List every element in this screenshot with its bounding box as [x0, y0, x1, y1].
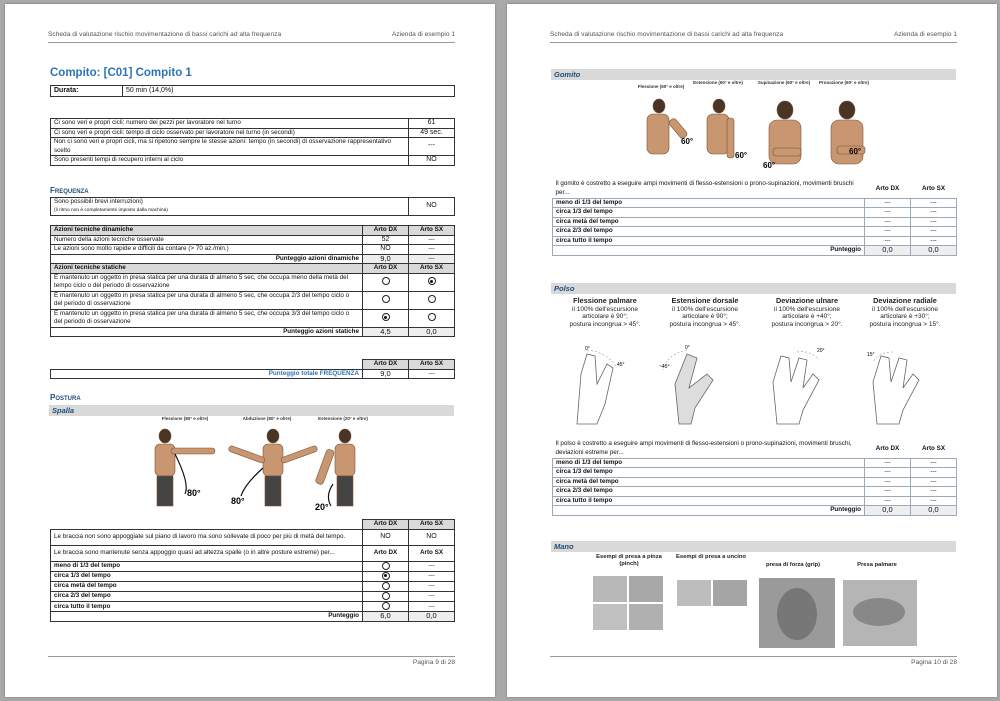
elbow-caption-2: Estensione (60° e oltre) — [693, 80, 743, 85]
wrist-table — [552, 440, 957, 516]
cycles-table — [50, 118, 455, 166]
wrist-sx: --- — [911, 458, 957, 468]
elbow-row-label: circa tutto il tempo — [553, 236, 865, 246]
elbow-dx: --- — [865, 236, 911, 246]
dynamic-score-label: Punteggio azioni dinamiche — [51, 254, 363, 264]
static-sx — [409, 291, 455, 309]
wrist-bar: Polso — [551, 283, 956, 294]
wrist-row-label: circa tutto il tempo — [553, 496, 865, 506]
shoulder-sx: --- — [409, 602, 455, 612]
cycle-value: 61 — [409, 119, 455, 129]
dynamic-row — [51, 235, 455, 245]
actions-table — [50, 225, 455, 337]
shoulder-dx-radio[interactable] — [382, 592, 390, 600]
col-dx: Arto DX — [363, 545, 409, 561]
static-sx-radio[interactable] — [428, 277, 436, 285]
wrist-row-label: circa 2/3 del tempo — [553, 487, 865, 497]
elbow-angle-4: 60° — [849, 147, 862, 156]
cycle-label: Ci sono veri e propri cicli: tempo di ciclo osservato per lavoratore nel turno (in secondi) — [51, 128, 409, 138]
shoulder-sx: --- — [409, 561, 455, 571]
dynamic-heading: Azioni tecniche dinamiche — [51, 226, 363, 236]
static-row — [51, 273, 455, 291]
shoulder-dx — [363, 571, 409, 581]
col-sx: Arto SX — [409, 360, 455, 370]
wrist-caption-l2: articolare è 90°; — [582, 313, 628, 320]
cycle-label: Ci sono veri e propri cicli: numero dei pezzi per lavoratore nel turno — [51, 119, 409, 129]
wrist-caption-l1: il 100% dell'escursione — [672, 305, 738, 313]
shoulder-dx-radio[interactable] — [382, 572, 390, 580]
wrist-dx: --- — [865, 468, 911, 478]
col-sx: Arto SX — [409, 545, 455, 561]
shoulder-row-label: circa metà del tempo — [51, 581, 363, 591]
elbow-row-label: circa metà del tempo — [553, 217, 865, 227]
static-row — [51, 309, 455, 327]
col-dx: Arto DX — [363, 360, 409, 370]
elbow-row — [553, 217, 957, 227]
shoulder-dx — [363, 592, 409, 602]
wrist-dx: --- — [865, 487, 911, 497]
wrist-sx: --- — [911, 468, 957, 478]
static-sx — [409, 309, 455, 327]
elbow-illustrations — [637, 96, 877, 176]
elbow-score-dx: 0,0 — [865, 246, 911, 256]
col-sx: Arto SX — [409, 520, 455, 530]
wrist-row — [553, 477, 957, 487]
shoulder-table — [50, 519, 455, 622]
wrist-row — [553, 496, 957, 506]
dynamic-row — [51, 245, 455, 255]
duration-value: 50 min (14,0%) — [123, 86, 455, 97]
col-sx: Arto SX — [409, 226, 455, 236]
static-dx — [363, 291, 409, 309]
wrist-sx: --- — [911, 487, 957, 497]
wrist-caption-l2: articolare è 90°; — [682, 313, 728, 320]
interruptions-table — [50, 197, 455, 216]
total-dx: 9,0 — [363, 369, 409, 379]
col-dx: Arto DX — [363, 264, 409, 274]
wrist-caption — [657, 297, 753, 328]
shoulder-sx: --- — [409, 592, 455, 602]
freq-heading: Frequenza — [50, 186, 89, 195]
col-sx: Arto SX — [921, 184, 946, 192]
elbow-angle-3: 60° — [763, 161, 776, 170]
shoulder-score-sx: 0,0 — [409, 612, 455, 622]
dynamic-dx: 52 — [363, 235, 409, 245]
page-header — [48, 31, 455, 43]
page-footer: Pagina 10 di 28 — [550, 656, 957, 666]
wrist-caption-l2: articolare è +40°; — [782, 313, 832, 320]
wrist-caption-l3: postura incongrua > 45°. — [569, 320, 641, 328]
elbow-caption-1: Flessione (60° e oltre) — [637, 84, 685, 89]
elbow-row — [553, 208, 957, 218]
shoulder-row — [51, 602, 455, 612]
static-dx — [363, 309, 409, 327]
static-dx — [363, 273, 409, 291]
page-header — [550, 31, 957, 43]
cycle-row — [51, 128, 455, 138]
static-dx-radio[interactable] — [382, 295, 390, 303]
task-title: Compito: [C01] Compito 1 — [50, 67, 192, 79]
wrist-angle-6: 15° — [867, 352, 875, 358]
header-right: Azienda di esempio 1 — [893, 31, 957, 38]
total-table — [50, 359, 455, 379]
shoulder-dx-radio[interactable] — [382, 602, 390, 610]
total-label: Punteggio totale FREQUENZA — [51, 369, 363, 379]
shoulder-sx: --- — [409, 571, 455, 581]
elbow-row-label: circa 2/3 del tempo — [553, 227, 865, 237]
shoulder-row — [51, 581, 455, 591]
shoulder-dx — [363, 602, 409, 612]
shoulder-q1-dx: NO — [363, 529, 409, 545]
wrist-angle-4: ~45° — [659, 364, 670, 370]
page-10 — [507, 4, 997, 697]
shoulder-dx — [363, 581, 409, 591]
col-dx: Arto DX — [363, 226, 409, 236]
wrist-question: Il polso è costretto a eseguire ampi movimenti di flesso-estensioni o prono-supinazioni, movimenti bruschi, deviazioni estreme per... — [555, 440, 852, 456]
elbow-angle-2: 60° — [735, 151, 748, 160]
wrist-row-label: meno di 1/3 del tempo — [553, 458, 865, 468]
elbow-row — [553, 198, 957, 208]
shoulder-row-label: circa 2/3 del tempo — [51, 592, 363, 602]
wrist-caption-l1: il 100% dell'escursione — [774, 305, 840, 313]
wrist-row-label: circa metà del tempo — [553, 477, 865, 487]
cycle-label: Non ci sono veri e propri cicli, ma si ripetono sempre le stesse azioni: tempo (in secondi) di osservazione rappresentativo scelto — [51, 138, 409, 156]
elbow-row-label: circa 1/3 del tempo — [553, 208, 865, 218]
shoulder-q1: Le braccia non sono appoggiate sul piano di lavoro ma sono sollevate di poco per più di metà del tempo. — [51, 529, 363, 545]
static-score-dx: 4,5 — [363, 327, 409, 337]
elbow-row — [553, 236, 957, 246]
elbow-caption-3: Supinazione (60° e oltre) — [757, 80, 811, 85]
shoulder-caption-1: Flessione (80° e oltre) — [161, 416, 209, 421]
shoulder-row — [51, 561, 455, 571]
elbow-angle-1: 60° — [681, 137, 694, 146]
header-left: Scheda di valutazione rischio movimentazione di bassi carichi ad alta frequenza — [48, 31, 282, 38]
figure-flexion — [155, 429, 215, 506]
interruptions-value: NO — [409, 198, 455, 216]
dynamic-label: Le azioni sono molto rapide e difficili da contare (> 70 az./min.) — [51, 245, 363, 255]
elbow-score-label: Punteggio — [553, 246, 865, 256]
wrist-row-label: circa 1/3 del tempo — [553, 468, 865, 478]
header-left: Scheda di valutazione rischio movimentazione di bassi carichi ad alta frequenza — [550, 31, 784, 38]
wrist-illustrations — [567, 344, 957, 432]
elbow-sx: --- — [911, 227, 957, 237]
wrist-caption-l1: il 100% dell'escursione — [572, 305, 638, 313]
static-row — [51, 291, 455, 309]
elbow-dx: --- — [865, 217, 911, 227]
cycle-label: Sono presenti tempi di recupero interni al ciclo — [51, 156, 409, 166]
wrist-angle-3: 0° — [685, 345, 690, 351]
shoulder-angle-2: 80° — [231, 496, 245, 506]
hand-photos — [593, 576, 923, 648]
wrist-caption-title: Deviazione ulnare — [775, 296, 839, 305]
dynamic-score-sx: --- — [409, 254, 455, 264]
wrist-score-label: Punteggio — [553, 506, 865, 516]
shoulder-dx-radio[interactable] — [382, 582, 390, 590]
elbow-sx: --- — [911, 236, 957, 246]
duration-table — [50, 85, 455, 97]
wrist-caption-l1: il 100% dell'escursione — [872, 305, 938, 313]
shoulder-angle-1: 80° — [187, 488, 201, 498]
posture-heading: Postura — [50, 393, 81, 402]
wrist-caption-l3: postura incongrua > 15°. — [869, 320, 941, 328]
shoulder-q1-sx: NO — [409, 529, 455, 545]
dynamic-score-dx: 9,0 — [363, 254, 409, 264]
cycle-row — [51, 156, 455, 166]
hand-caption-3: presa di forza (grip) — [765, 562, 821, 568]
static-heading: Azioni tecniche statiche — [51, 264, 363, 274]
shoulder-q2: Le braccia sono mantenute senza appoggio quasi ad altezza spalle (o in altre posture estreme) per... — [51, 545, 363, 561]
static-score-sx: 0,0 — [409, 327, 455, 337]
wrist-angle-1: 0° — [585, 346, 590, 352]
shoulder-row-label: circa tutto il tempo — [51, 602, 363, 612]
elbow-row — [553, 227, 957, 237]
static-label: È mantenuto un oggetto in presa statica per una durata di almeno 5 sec, che occupa meno della metà del tempo ciclo o del periodo di osservazione — [51, 273, 363, 291]
static-score-label: Punteggio azioni statiche — [51, 327, 363, 337]
dynamic-label: Numero della azioni tecniche osservate — [51, 235, 363, 245]
interruptions-note: (il ritmo non è completamente imposto dalla machina) — [54, 207, 168, 213]
shoulder-score-label: Punteggio — [51, 612, 363, 622]
wrist-row — [553, 458, 957, 468]
wrist-caption — [759, 297, 855, 328]
cycle-value: --- — [409, 138, 455, 156]
wrist-caption-l3: postura incongrua > 20°. — [771, 320, 843, 328]
shoulder-row — [51, 592, 455, 602]
hand-caption-2: Esempi di presa a uncino — [676, 554, 746, 560]
elbow-sx: --- — [911, 208, 957, 218]
wrist-row — [553, 487, 957, 497]
total-sx: --- — [409, 369, 455, 379]
hand-caption-1: Esempi di presa a pinza (pinch) — [596, 554, 662, 567]
static-sx-radio[interactable] — [428, 313, 436, 321]
hand-bar: Mano — [551, 541, 956, 552]
wrist-sx: --- — [911, 496, 957, 506]
col-dx: Arto DX — [363, 520, 409, 530]
wrist-caption — [557, 297, 653, 328]
cycle-value: 49 sec. — [409, 128, 455, 138]
dynamic-sx: --- — [409, 245, 455, 255]
elbow-dx: --- — [865, 198, 911, 208]
figure-abduction — [228, 429, 318, 506]
page-footer: Pagina 9 di 28 — [48, 656, 455, 666]
shoulder-caption-3: Estensione (20° e oltre) — [318, 416, 368, 421]
shoulder-dx-radio[interactable] — [382, 562, 390, 570]
col-dx: Arto DX — [875, 184, 900, 192]
wrist-score-dx: 0,0 — [865, 506, 911, 516]
static-label: È mantenuto un oggetto in presa statica per una durata di almeno 5 sec, che occupa 3/3 del tempo ciclo o del periodo di osservazione — [51, 309, 363, 327]
wrist-caption-l2: articolare è +30°; — [880, 313, 930, 320]
dynamic-sx: --- — [409, 235, 455, 245]
static-dx-radio[interactable] — [382, 277, 390, 285]
wrist-caption-l3: postura incongrua > 45°. — [669, 320, 741, 328]
shoulder-bar: Spalla — [49, 405, 454, 416]
figure-extension — [315, 429, 355, 506]
wrist-dx: --- — [865, 458, 911, 468]
elbow-bar: Gomito — [551, 69, 956, 80]
wrist-caption-title: Deviazione radiale — [873, 296, 937, 305]
wrist-caption-title: Flessione palmare — [573, 296, 637, 305]
cycle-row — [51, 138, 455, 156]
wrist-dx: --- — [865, 496, 911, 506]
elbow-question: Il gomito è costretto a eseguire ampi movimenti di flesso-estensioni o prono-supinazioni, movimenti bruschi per... — [555, 180, 854, 196]
shoulder-dx — [363, 561, 409, 571]
elbow-score-sx: 0,0 — [911, 246, 957, 256]
static-dx-radio[interactable] — [382, 313, 390, 321]
static-sx-radio[interactable] — [428, 295, 436, 303]
cycle-value: NO — [409, 156, 455, 166]
shoulder-score-dx: 6,0 — [363, 612, 409, 622]
shoulder-angle-3: 20° — [315, 502, 329, 512]
elbow-caption-4: Pronazione (60° e oltre) — [818, 80, 870, 85]
wrist-caption — [857, 297, 953, 328]
dynamic-dx: NO — [363, 245, 409, 255]
wrist-caption-title: Estensione dorsale — [671, 296, 739, 305]
elbow-table — [552, 180, 957, 256]
elbow-dx: --- — [865, 227, 911, 237]
header-right: Azienda di esempio 1 — [391, 31, 455, 38]
shoulder-row-label: meno di 1/3 del tempo — [51, 561, 363, 571]
cycle-row — [51, 119, 455, 129]
shoulder-sx: --- — [409, 581, 455, 591]
col-dx: Arto DX — [875, 444, 900, 452]
wrist-dx: --- — [865, 477, 911, 487]
wrist-angle-2: 45° — [617, 362, 625, 368]
interruptions-label: Sono possibili brevi interruzioni) — [54, 198, 143, 205]
shoulder-row — [51, 571, 455, 581]
col-sx: Arto SX — [921, 444, 946, 452]
elbow-dx: --- — [865, 208, 911, 218]
elbow-row-label: meno di 1/3 del tempo — [553, 198, 865, 208]
duration-label: Durata: — [51, 86, 123, 97]
shoulder-illustrations — [145, 424, 385, 516]
wrist-sx: --- — [911, 477, 957, 487]
hand-caption-4: Presa palmare — [857, 562, 897, 568]
static-label: È mantenuto un oggetto in presa statica per una durata di almeno 5 sec, che occupa 2/3 del tempo ciclo o del periodo di osservazione — [51, 291, 363, 309]
static-sx — [409, 273, 455, 291]
elbow-sx: --- — [911, 198, 957, 208]
page-9 — [5, 4, 495, 697]
wrist-row — [553, 468, 957, 478]
wrist-score-sx: 0,0 — [911, 506, 957, 516]
col-sx: Arto SX — [409, 264, 455, 274]
elbow-sx: --- — [911, 217, 957, 227]
shoulder-caption-2: Abduzione (80° e oltre) — [242, 416, 292, 421]
wrist-angle-5: 20° — [817, 348, 825, 354]
shoulder-row-label: circa 1/3 del tempo — [51, 571, 363, 581]
